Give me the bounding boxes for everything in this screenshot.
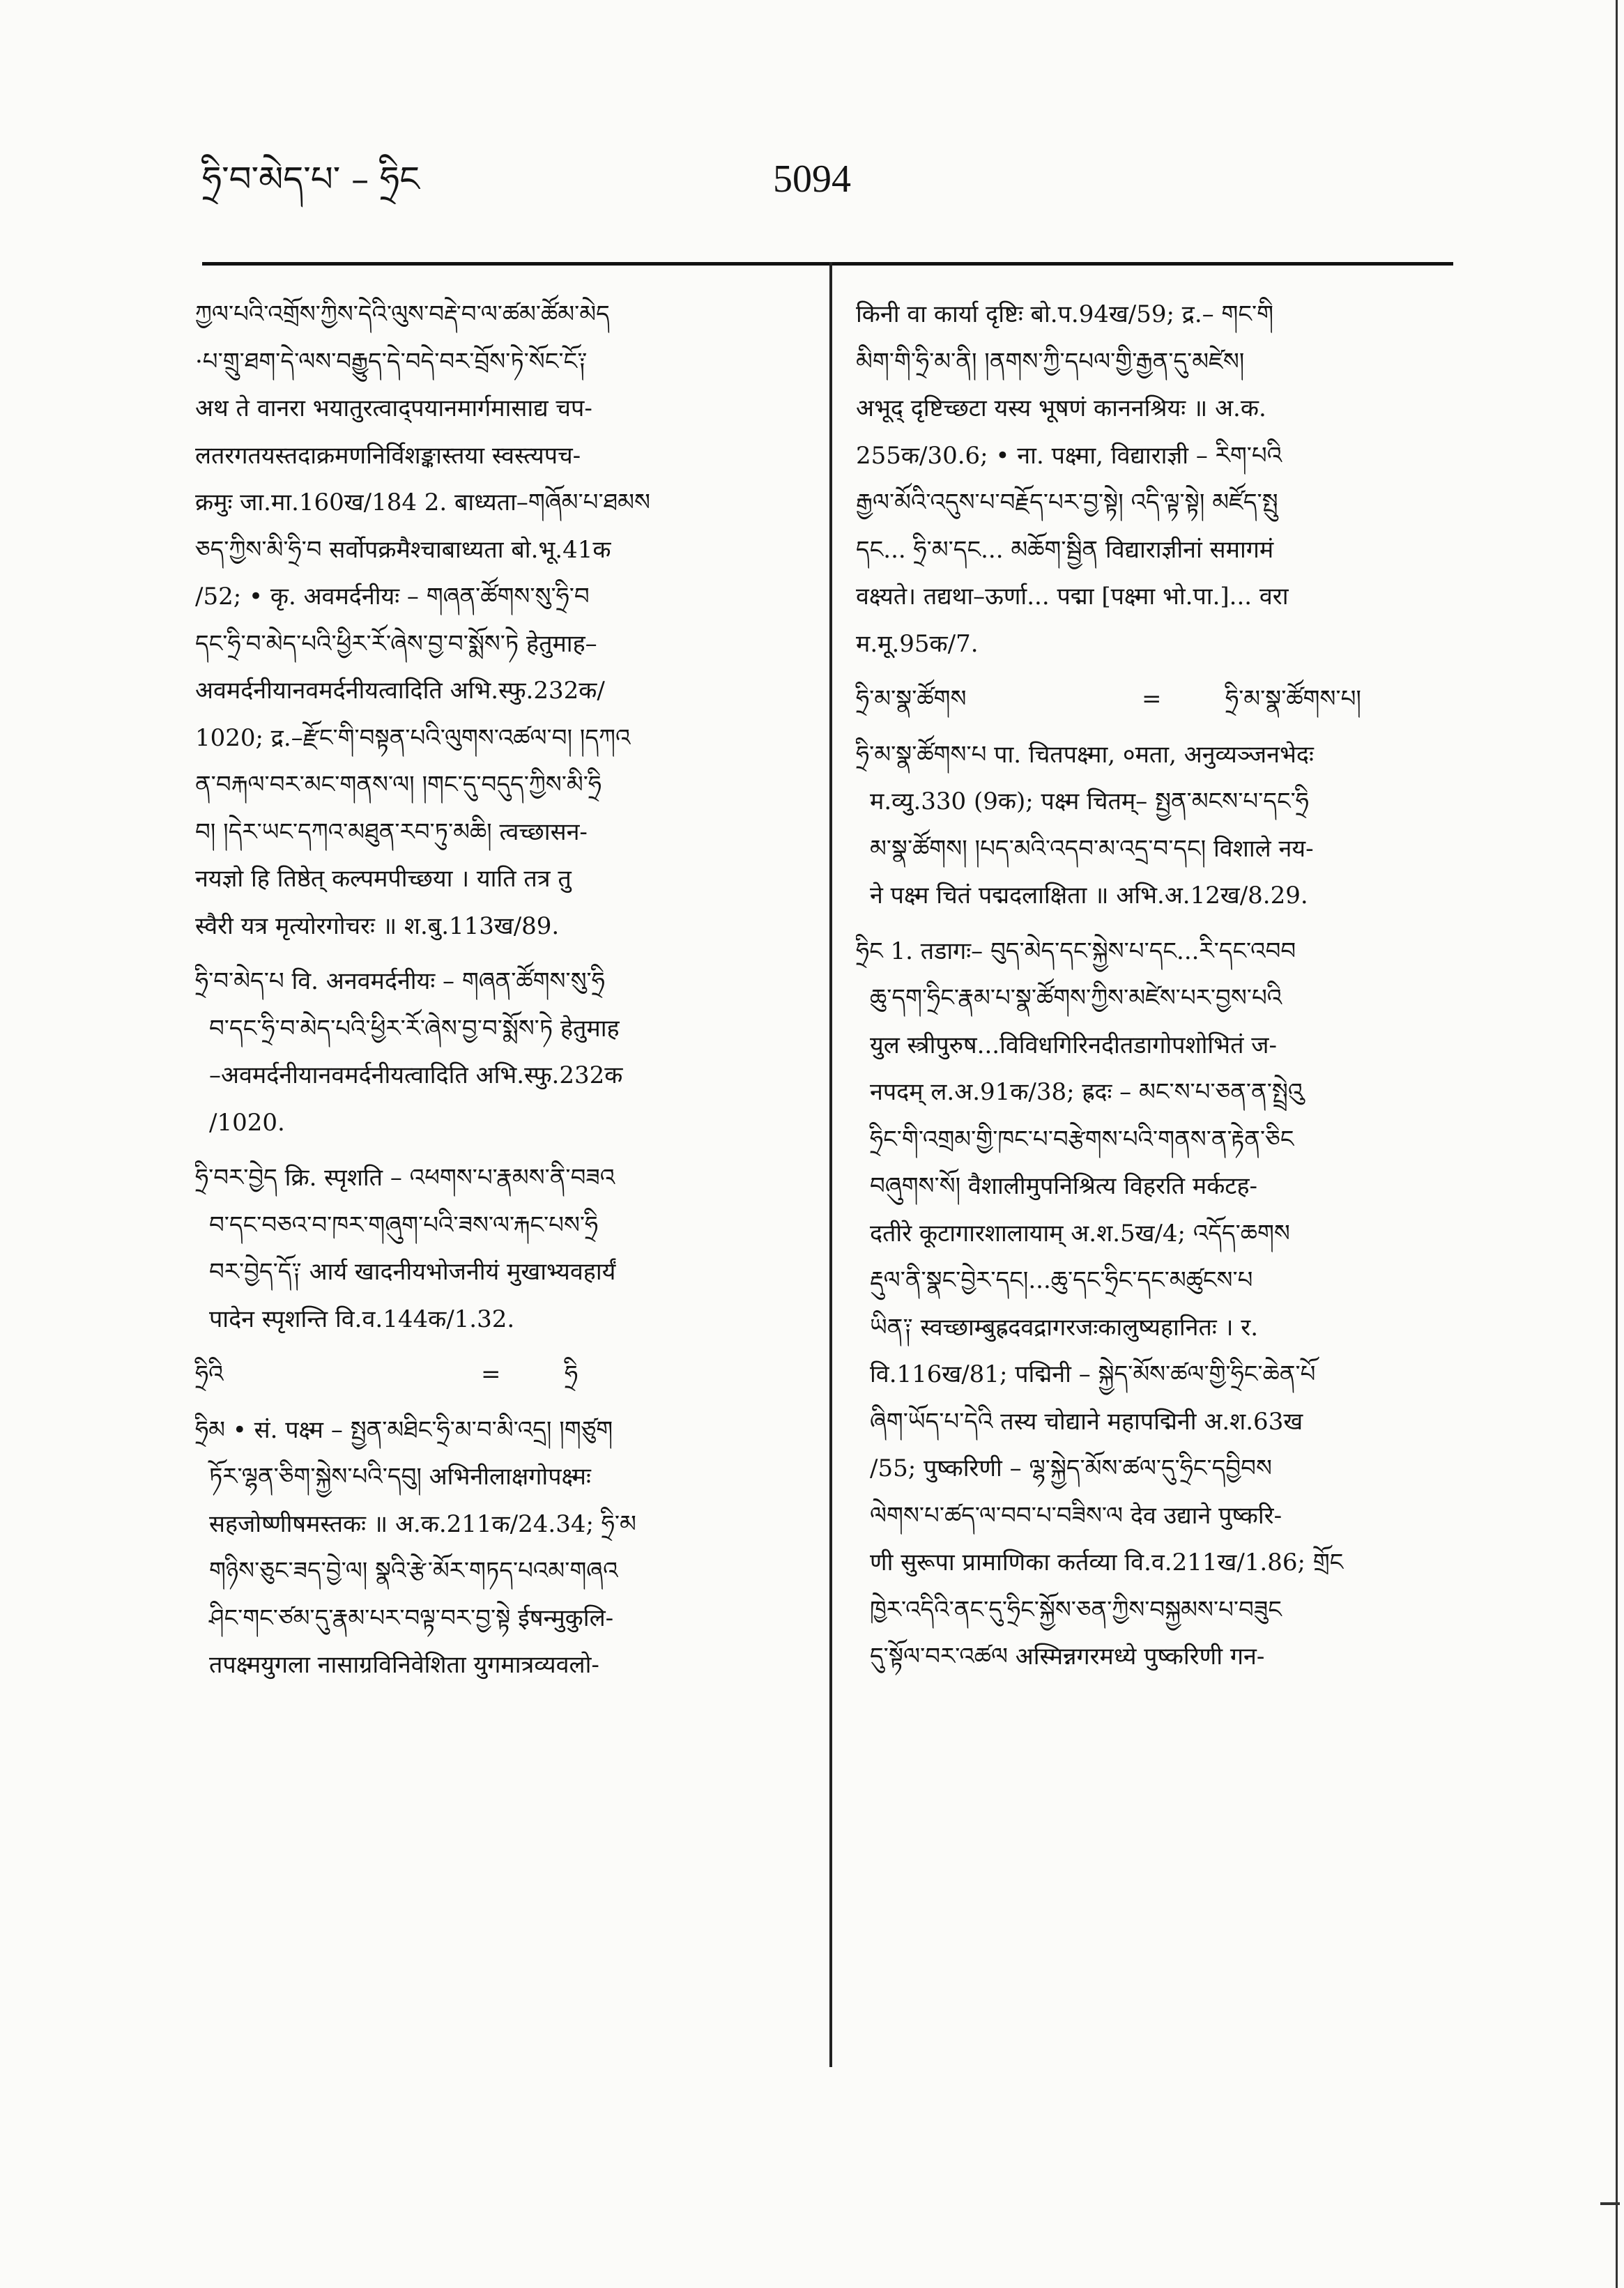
entry-line: पादेन स्पृशन्ति वि.व.144क/1.32. — [209, 1305, 515, 1333]
entry-line: དང... ཧྲི་མ་དང... མཆོག་སྦྱིན विद्याराज्ञीनां समागमं — [856, 535, 1274, 564]
entry-line: युल स्त्रीपुरुष...विविधगिरिनदीतडागोपशोभितं ज- — [870, 1031, 1277, 1059]
column-divider — [829, 262, 832, 2067]
entry-line: ཧྲིང་གི་འགྲམ་གྱི་ཁང་པ་བརྩེགས་པའི་གནས་ན་རྟེན་ཅིང — [870, 1125, 1294, 1153]
entry-line: /52; • कृ. अवमर्दनीयः – གཞན་ཚོགས་སུ་ཧྲི་བ — [195, 583, 590, 611]
entry-line: རྒྱལ་མོའི་འདུས་པ་བརྗོད་པར་བྱ་སྟེ། འདི་ལྟ་སྟེ། མཛོད་སྤུ — [856, 489, 1278, 516]
entry-line: म.व्यु.330 (9क); पक्ष्म चितम्– སྤྱན་མངས་པ་དང་ཧྲི — [870, 788, 1309, 815]
entry-line: ·པ་གྲུ་ཐག་དེ་ལས་བརྒྱུད་དེ་བདེ་བར་བྲོས་ཏེ་སོང་ངོ༑ — [195, 347, 588, 376]
entry-line: ཡིན༑ स्वच्छाम्बुह्रदवद्रागरजःकालुष्यहानितः । र. — [870, 1313, 1259, 1342]
entry-continuation — [856, 291, 1448, 668]
entry-line: ཧྲིང 1. तडागः– བུད་མེད་དང་སྐྱེས་པ་དང...རི་དང་འབབ — [856, 937, 1296, 965]
entry-line: 1020; द्र.–རྫོང་གི་བསྟན་པའི་ལུགས་འཚལ་བ། །དཀའ — [195, 723, 631, 752]
dictionary-entry — [195, 1155, 788, 1343]
entry-line: ཞིག་ཡོད་པ་དེའི तस्य चोद्याने महापद्मिनी अ.श.63ख — [870, 1407, 1303, 1436]
entry-line: /55; पुष्करिणी – ལྷ་སྐྱེད་མོས་ཚལ་དུ་ཧྲིང་དབྱིབས — [870, 1454, 1272, 1482]
dictionary-entry — [195, 958, 788, 1146]
entry-line: नयज्ञो हि तिष्ठेत् कल्पमपीच्छया । याति तत्र तु — [195, 865, 572, 893]
entry-line: ने पक्ष्म चितं पद्मदलाक्षिता ॥ अभि.अ.12ख/8.29. — [870, 882, 1308, 909]
dictionary-entry — [856, 928, 1448, 1681]
scan-edge — [1616, 0, 1618, 2288]
entry-line: རྡུལ་ནི་སྣང་བྱེར་དང།...ཆུ་དང་ཧྲིང་དང་མཚུངས་པ — [870, 1266, 1253, 1294]
left-column — [195, 291, 788, 1698]
entry-line: བ་དང་བཅའ་བ་ཁར་གཞུག་པའི་ཟས་ལ་རྐང་པས་ཧྲི — [209, 1211, 599, 1239]
entry-line: वक्ष्यते। तद्यथा–ऊर्णा... पद्मा [पक्ष्मा भो.पा.]... वरा — [856, 583, 1289, 611]
entry-continuation — [195, 291, 788, 950]
entry-line: ཀྱལ་པའི་འགྲོས་ཀྱིས་དེའི་ལུས་བརྡེ་བ་ལ་ཚམ་ཚོམ་མེད — [195, 300, 610, 328]
entry-line: वि.116ख/81; पद्मिनी – སྐྱེད་མོས་ཚལ་གྱི་ཧྲིང་ཆེན་པོ — [870, 1360, 1316, 1388]
entry-line: མིག་གི་ཧྲི་མ་ནི། །ནགས་ཀྱི་དཔལ་གྱི་རྒྱན་དུ་མཛེས། — [856, 347, 1245, 376]
cross-reference-eq: = — [1142, 685, 1162, 713]
page-number: 5094 — [773, 158, 851, 201]
entry-line: ཧྲིམ • सं. पक्ष्म – སྤྱན་མཐིང་ཧྲི་མ་བ་མི་འདྲ། །གཙུག — [195, 1415, 613, 1444]
entry-line: ཁྱེར་འདིའི་ནང་དུ་ཧྲིང་སྐྱོས་ཅན་ཀྱིས་བསྐྱམས་པ་བཟུང — [870, 1595, 1282, 1624]
entry-line: ཧྲི་བ་མེད་པ वि. अनवमर्दनीयः – གཞན་ཚོགས་སུ་ཧྲི — [195, 967, 605, 995]
entry-line: लतरगतयस्तदाक्रमणनिर्विशङ्कास्तया स्वस्त्यपच- — [195, 441, 581, 470]
entry-line: ཏོར་ལྷན་ཅིག་སྐྱེས་པའི་དབུ། अभिनीलाक्षगोपक्ष्मः — [209, 1463, 591, 1491]
scan-edge-tick — [1600, 2202, 1620, 2205]
entry-line: म.मू.95क/7. — [856, 629, 979, 658]
dictionary-entry — [195, 1407, 788, 1689]
entry-line: དང་ཧྲི་བ་མེད་པའི་ཕྱིར་རོ་ཞེས་བྱ་བ་སྨོས་ཏེ हेतुमाह– — [195, 629, 597, 658]
cross-reference-eq: = — [481, 1360, 501, 1388]
entry-line: तपक्ष्मयुगला नासाग्रविनिवेशिता युगमात्रव्यवलो- — [209, 1651, 599, 1679]
cross-reference-head: ཧྲིའི — [195, 1360, 224, 1388]
entry-line: 255क/30.6; • ना. पक्ष्मा, विद्याराज्ञी – རིག་པའི — [856, 441, 1282, 470]
entry-line: ཧྲི་མ་སྣ་ཚོགས་པ पा. चितपक्ष्मा, ०मता, अनुव्यञ्जनभेदः — [856, 740, 1314, 769]
entry-line: དུ་སྟོལ་བར་འཚལ अस्मिन्नगरमध्ये पुष्करिणी गन- — [870, 1643, 1265, 1671]
entry-line: གཉིས་ཅུང་ཟད་བྱེ་ལ། སྣའི་རྩེ་མོར་གཏད་པའམ་གཞའ — [209, 1557, 618, 1585]
entry-line: ཤིང་གང་ཙམ་དུ་རྣམ་པར་བལྟ་བར་བྱ་སྟེ ईषन्मुकुलि- — [209, 1604, 614, 1632]
entry-line: अथ ते वानरा भयातुरत्वाद्पयानमार्गमासाद्य चप- — [195, 394, 592, 422]
entry-line: ན་བརྐལ་བར་མང་གནས་ལ། །གང་དུ་བདུད་ཀྱིས་མི་ཧྲི — [195, 771, 602, 799]
cross-reference-head: ཧྲི་མ་སྣ་ཚོགས — [856, 685, 967, 713]
entry-line: བར་བྱེད་དོ༑ आर्य खादनीयभोजनीयं मुखाभ्यवहार्यं — [209, 1258, 616, 1286]
header-rule — [202, 262, 1453, 266]
cross-reference-target: ཧྲི — [565, 1360, 579, 1388]
entry-line: स्वैरी यत्र मृत्योरगोचरः ॥ श.बु.113ख/89. — [195, 912, 560, 940]
entry-line: अभूद् दृष्टिच्छटा यस्य भूषणं काननश्रियः ॥ अ.क. — [856, 394, 1266, 422]
entry-line: བ་དང་ཧྲི་བ་མེད་པའི་ཕྱིར་རོ་ཞེས་བྱ་བ་སྨོས་ཏེ हेतुमाह — [209, 1014, 620, 1043]
entry-line: –अवमर्दनीयानवमर्दनीयत्वादिति अभि.स्फु.232क — [209, 1061, 623, 1089]
entry-line: ཅད་ཀྱིས་མི་ཧྲི་བ सर्वोपक्रमैश्चाबाध्यता बो.भू.41क — [195, 535, 611, 564]
entry-line: दतीरे कूटागारशालायाम् अ.श.5ख/4; འདོད་ཆགས — [870, 1219, 1290, 1247]
entry-line: བཞུགས་སོ། वैशालीमुपनिश्रित्य विहरति मर्कटह- — [870, 1172, 1257, 1200]
entry-line: ལེགས་པ་ཚད་ལ་བབ་པ་བཟིས་ལ देव उद्याने पुष्करि- — [870, 1501, 1282, 1530]
right-column — [856, 291, 1448, 1689]
entry-line: བ། །དེར་ཡང་དཀའ་མཐུན་རབ་ཏུ་མཆི། त्वच्छासन- — [195, 817, 588, 846]
entry-line: सहजोष्णीषमस्तकः ॥ अ.क.211क/24.34; ཧྲི་མ — [209, 1510, 636, 1538]
dictionary-entry — [856, 732, 1448, 920]
entry-line: किनी वा कार्या दृष्टिः बो.प.94ख/59; द्र.– གང་གི — [856, 300, 1274, 328]
entry-line: क्रमुः जा.मा.160ख/184 2. बाध्यता–གཞོམ་པ་ཐམས — [195, 489, 650, 516]
running-head: ཧྲི་བ་མེད་པ་ – ཧྲིང — [202, 159, 420, 199]
cross-reference — [856, 676, 1448, 723]
entry-line: མ་སྣ་ཚོགས། །པད་མའི་འདབ་མ་འདྲ་བ་དང། विशाले नय- — [870, 834, 1314, 863]
entry-line: णी सुरूपा प्रामाणिका कर्तव्या वि.व.211ख/1.86; གྲོང — [870, 1549, 1344, 1576]
entry-line: /1020. — [209, 1108, 285, 1137]
entry-line: ཧྲི་བར་བྱེད क्रि. स्पृशति – འཕགས་པ་རྣམས་ནི་བཟའ — [195, 1164, 615, 1192]
cross-reference-target: ཧྲི་མ་སྣ་ཚོགས་པ། — [1225, 685, 1361, 713]
cross-reference — [195, 1351, 788, 1399]
entry-line: अवमर्दनीयानवमर्दनीयत्वादिति अभि.स्फु.232क/ — [195, 677, 605, 705]
entry-line: ཆུ་དག་ཧྲིང་རྣམ་པ་སྣ་ཚོགས་ཀྱིས་མཛེས་པར་བྱས་པའི — [870, 984, 1282, 1012]
entry-line: नपदम् ल.अ.91क/38; ह्रदः – མང་ས་པ་ཅན་ན་སྤྲེའུ — [870, 1078, 1303, 1106]
